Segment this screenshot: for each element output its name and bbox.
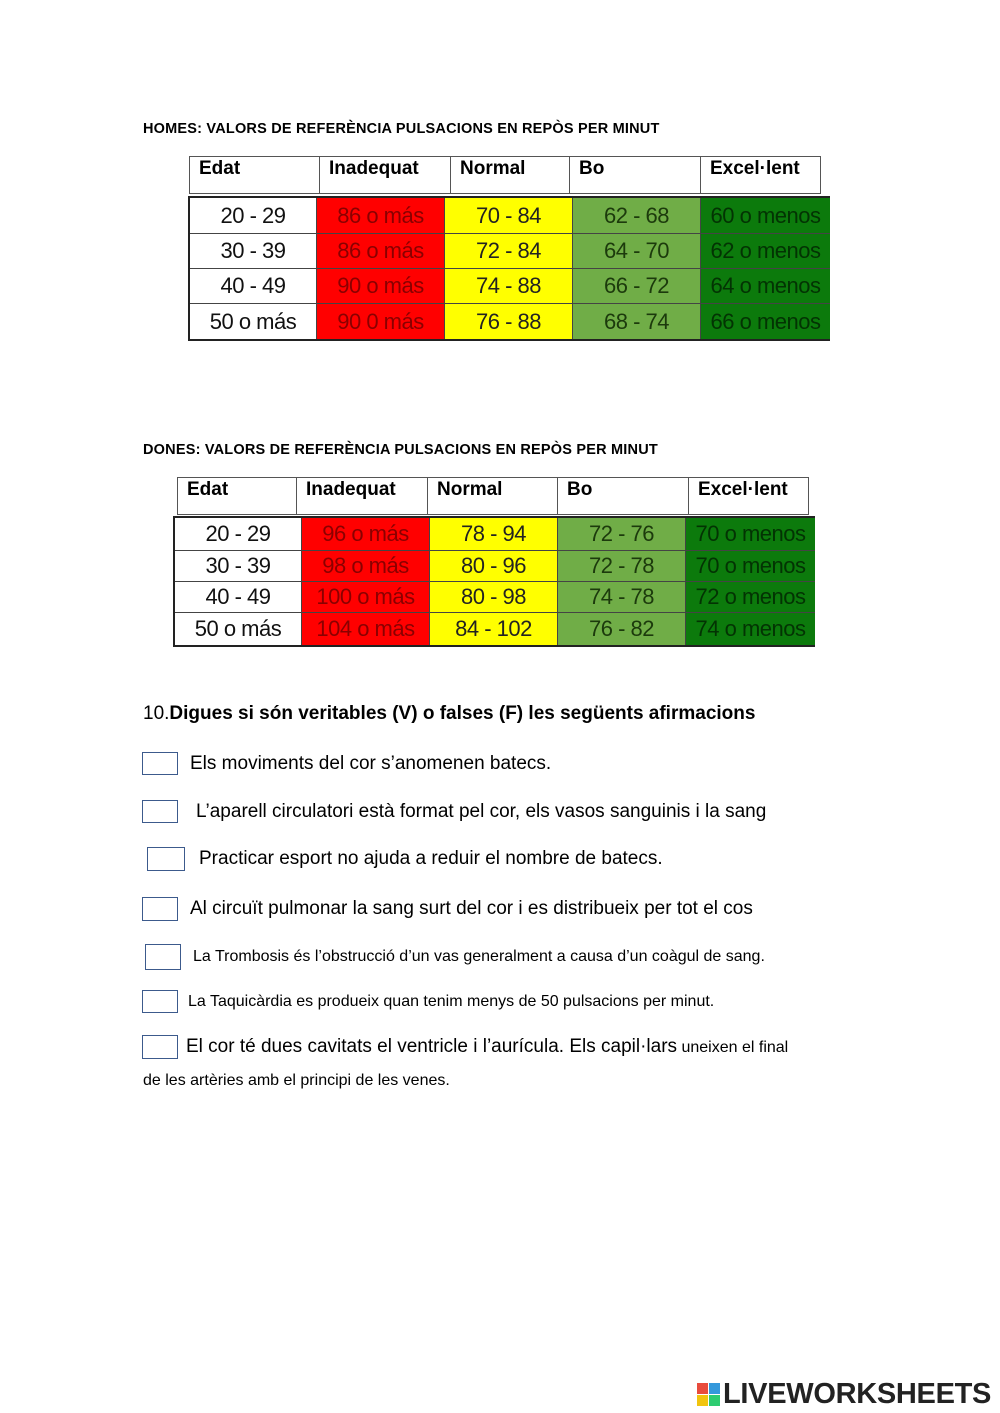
men-header-excellent: Excel·lent <box>701 156 821 194</box>
women-cell: 72 - 78 <box>558 551 686 582</box>
women-cell: 84 - 102 <box>430 613 558 645</box>
women-table-title: DONES: VALORS DE REFERÈNCIA PULSACIONS EN REPÒS PER MINUT <box>143 442 658 458</box>
men-cell: 70 - 84 <box>445 198 573 234</box>
men-cell: 62 o menos <box>701 234 830 269</box>
men-cell: 68 - 74 <box>573 304 701 339</box>
women-header-inadequate: Inadequat <box>297 477 428 515</box>
men-cell: 72 - 84 <box>445 234 573 269</box>
statement-7-continuation: de les artèries amb el principi de les venes. <box>143 1072 450 1089</box>
women-cell: 30 - 39 <box>175 551 302 582</box>
men-cell: 90 0 más <box>317 304 445 339</box>
logo-mark-square <box>697 1383 708 1394</box>
men-cell: 30 - 39 <box>190 234 317 269</box>
women-cell: 70 o menos <box>686 551 815 582</box>
logo-mark-square <box>697 1395 708 1406</box>
men-cell: 20 - 29 <box>190 198 317 234</box>
women-cell: 70 o menos <box>686 518 815 551</box>
answer-box-2[interactable] <box>142 800 178 823</box>
statement-7 <box>142 1035 788 1059</box>
statement-6-text: La Taquicàrdia es produeix quan tenim menys de 50 pulsacions per minut. <box>188 992 715 1010</box>
men-cell: 62 - 68 <box>573 198 701 234</box>
statement-2-text: L’aparell circulatori està format pel cor, els vasos sanguinis i la sang <box>196 800 767 822</box>
statement-5 <box>145 944 765 970</box>
women-header-normal: Normal <box>428 477 558 515</box>
logo-mark-icon <box>697 1383 720 1406</box>
men-header-inadequate: Inadequat <box>320 156 451 194</box>
men-header-normal: Normal <box>451 156 570 194</box>
women-cell: 74 - 78 <box>558 582 686 613</box>
women-header-age: Edat <box>177 477 297 515</box>
statement-3 <box>147 847 663 871</box>
women-cell: 50 o más <box>175 613 302 645</box>
answer-box-3[interactable] <box>147 847 185 871</box>
men-cell: 66 - 72 <box>573 269 701 304</box>
question-title <box>143 703 755 725</box>
women-cell: 80 - 98 <box>430 582 558 613</box>
question-number: 10. <box>143 703 170 724</box>
men-cell: 90 o más <box>317 269 445 304</box>
women-cell: 96 o más <box>302 518 430 551</box>
statement-5-text: La Trombosis és l’obstrucció d’un vas generalment a causa d’un coàgul de sang. <box>193 948 765 965</box>
women-cell: 72 - 76 <box>558 518 686 551</box>
men-cell: 60 o menos <box>701 198 830 234</box>
answer-box-6[interactable] <box>142 990 178 1013</box>
women-cell: 100 o más <box>302 582 430 613</box>
statement-3-text: Practicar esport no ajuda a reduir el nombre de batecs. <box>199 848 663 869</box>
statement-7-text-part2: uneixen el final <box>677 1039 789 1056</box>
men-cell: 40 - 49 <box>190 269 317 304</box>
men-cell: 64 - 70 <box>573 234 701 269</box>
women-header-excellent: Excel·lent <box>689 477 809 515</box>
men-cell: 76 - 88 <box>445 304 573 339</box>
women-cell: 76 - 82 <box>558 613 686 645</box>
women-cell: 78 - 94 <box>430 518 558 551</box>
men-cell: 66 o menos <box>701 304 830 339</box>
men-cell: 64 o menos <box>701 269 830 304</box>
men-table-header <box>189 156 821 194</box>
statement-4 <box>142 897 753 921</box>
men-cell: 86 o más <box>317 234 445 269</box>
women-cell: 72 o menos <box>686 582 815 613</box>
men-cell: 74 - 88 <box>445 269 573 304</box>
men-table <box>188 196 830 341</box>
women-cell: 104 o más <box>302 613 430 645</box>
women-cell: 98 o más <box>302 551 430 582</box>
women-table <box>173 516 815 647</box>
answer-box-5[interactable] <box>145 944 181 970</box>
women-table-header <box>177 477 809 515</box>
women-cell: 20 - 29 <box>175 518 302 551</box>
women-cell: 80 - 96 <box>430 551 558 582</box>
statement-2 <box>142 800 766 823</box>
women-cell: 74 o menos <box>686 613 815 645</box>
liveworksheets-logo <box>697 1378 991 1411</box>
statement-6 <box>142 990 714 1013</box>
men-header-good: Bo <box>570 156 701 194</box>
statement-7-text-part1: El cor té dues cavitats el ventricle i l’aurícula. Els capil·lars <box>186 1036 678 1057</box>
answer-box-1[interactable] <box>142 752 178 775</box>
statement-1-text: Els moviments del cor s’anomenen batecs. <box>190 752 552 774</box>
women-cell: 40 - 49 <box>175 582 302 613</box>
men-table-title: HOMES: VALORS DE REFERÈNCIA PULSACIONS EN REPÒS PER MINUT <box>143 121 660 137</box>
question-text: Digues si són veritables (V) o falses (F) les següents afirmacions <box>169 703 756 724</box>
women-header-good: Bo <box>558 477 689 515</box>
logo-text: LIVEWORKSHEETS <box>723 1378 992 1410</box>
men-cell: 50 o más <box>190 304 317 339</box>
statement-7-text <box>186 1036 788 1058</box>
logo-mark-square <box>709 1395 720 1406</box>
statement-1 <box>142 752 551 775</box>
logo-mark-square <box>709 1383 720 1394</box>
men-cell: 86 o más <box>317 198 445 234</box>
men-header-age: Edat <box>189 156 320 194</box>
statement-4-text: Al circuït pulmonar la sang surt del cor i es distribueix per tot el cos <box>190 898 753 919</box>
answer-box-4[interactable] <box>142 897 178 921</box>
answer-box-7[interactable] <box>142 1035 178 1059</box>
